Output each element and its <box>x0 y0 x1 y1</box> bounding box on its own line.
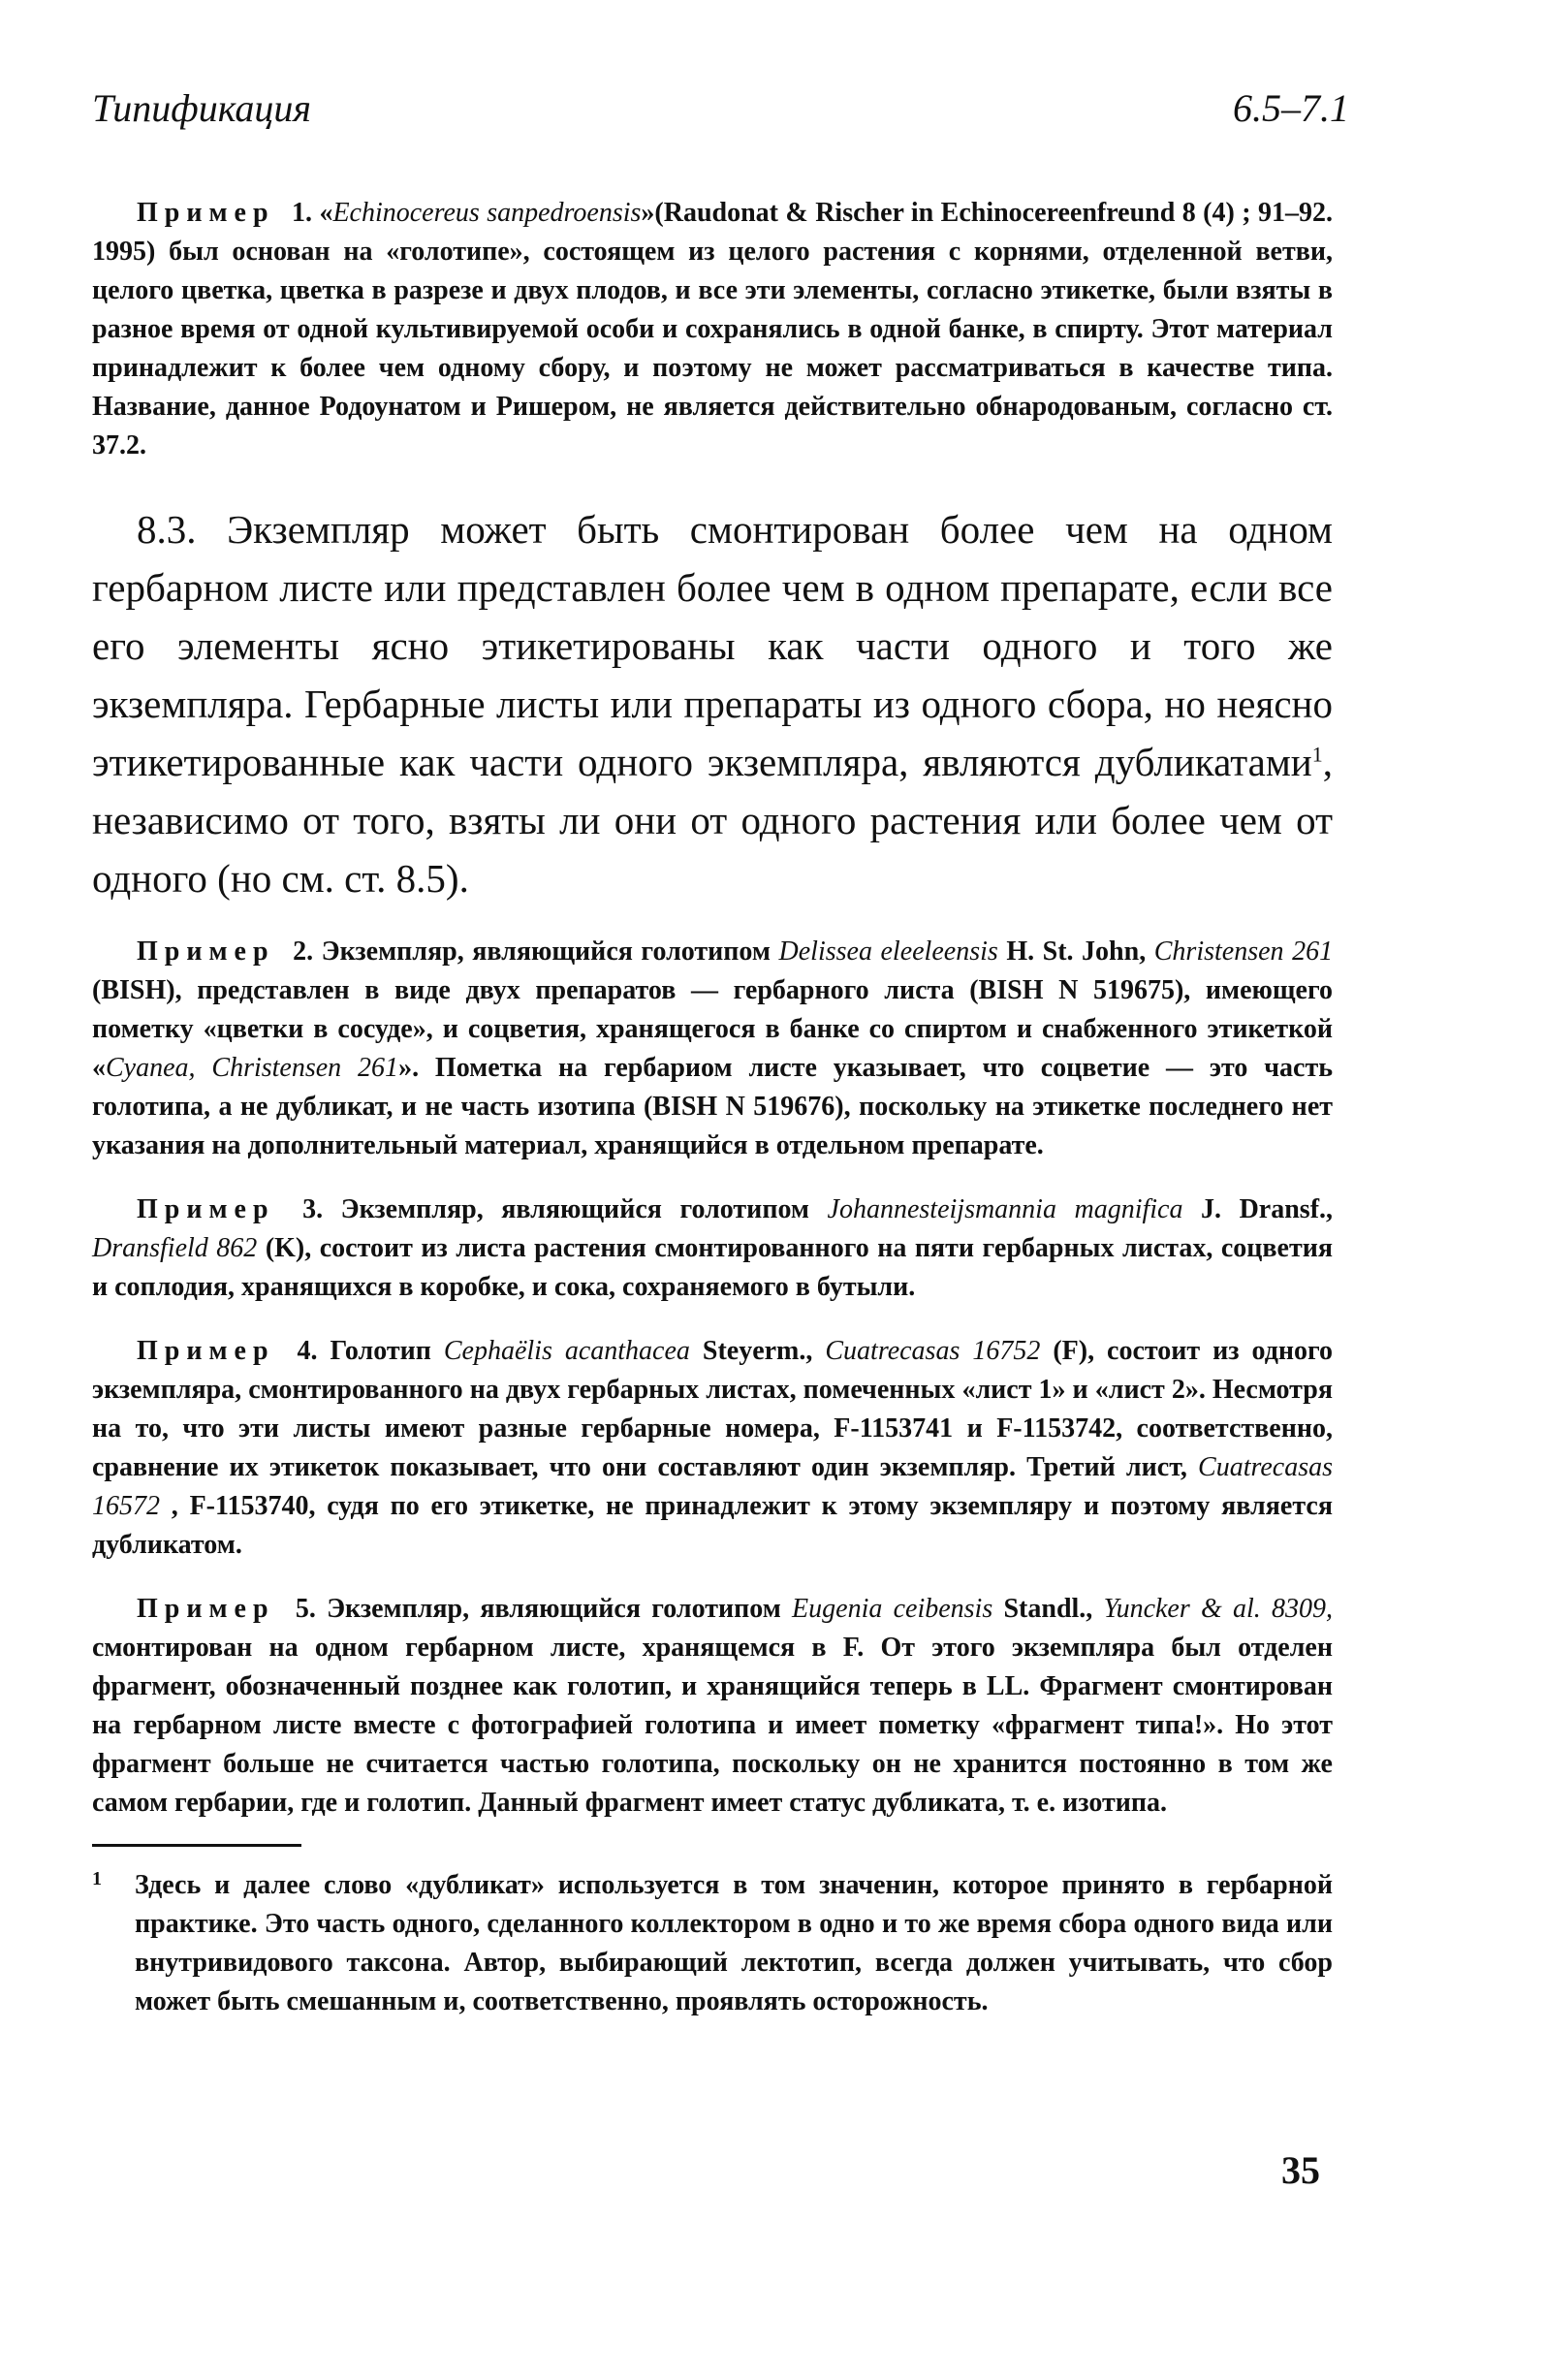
example-1 <box>92 194 1333 465</box>
page-number: 35 <box>1281 2148 1320 2192</box>
article-range: 6.5–7.1 <box>1233 86 1349 130</box>
example-label: Пример <box>137 1194 275 1224</box>
footnote <box>92 1866 1333 2021</box>
example-number: 5. <box>295 1594 316 1624</box>
example-text: Экземпляр, являющийся голотипом <box>340 1194 809 1224</box>
example-number: 4. <box>297 1336 318 1366</box>
section-title: Типификация <box>92 86 311 130</box>
collector-number: Cuatrecasas 16752 <box>825 1336 1041 1366</box>
example-4 <box>92 1332 1333 1565</box>
example-5 <box>92 1590 1333 1823</box>
example-label: Пример <box>137 1594 275 1624</box>
example-text: , F-1153740, судя по его этикетке, не принадлежит к этому экземпляру и поэтому является дубликатом. <box>92 1491 1334 1560</box>
taxon-name: Cephaëlis acanthacea <box>443 1336 690 1366</box>
example-text: Голотип <box>330 1336 431 1366</box>
example-label: Пример <box>137 1336 275 1366</box>
rule-text-continued: , независимо от того, взяты ли они от одного растения или более чем от одного (но см. ст. 8.5). <box>92 740 1333 901</box>
example-2 <box>92 933 1333 1165</box>
example-text: »(Raudonat & Rischer in Echinocereenfreund 8 (4) ; 91–92. 1995) был основан на «голотипе», состоящем из целого растения с корнями, отделенной ветви, целого цветка, цветка в разрезе и двух плодов, и все эти элементы, согласно этикетке, были взяты в разное время от одной культивируемой особи и сохранялись в одной банке, в спирту. Этот материал принадлежит к более чем одному сбору, и поэтому не может рассматриваться в качестве типа. Название, данное Родоунатом и Ришером, не является действительно обнародованым, согласно ст. 37.2. <box>92 198 1333 460</box>
collector-number-2: Cuatrecasas 16572 <box>92 1452 1333 1521</box>
example-text: ». Пометка на гербариом листе указывает, что соцветие — это часть голотипа, а не дубликат, и не часть изотипа (BISH N 519676), поскольку на этикетке последнего нет указания на дополнительный материал, хранящийся в отдельном препарате. <box>92 1053 1334 1160</box>
page-content <box>92 194 1333 2021</box>
collector-number: Dransfield 862 <box>92 1233 258 1263</box>
example-3 <box>92 1190 1333 1307</box>
collector-number: Yuncker & al. 8309, <box>1103 1594 1334 1624</box>
rule-8-3 <box>92 500 1333 907</box>
example-text: (F), состоит из одного экземпляра, смонтированного на двух гербарных листах, помеченных «лист 1» и «лист 2». Несмотря на то, что эти листы имеют разные гербарные номера, F-1153741 и F-1153742, соответственно, сравнение их этикеток показывает, что они составляют один экземпляр. Третий лист, <box>92 1336 1334 1482</box>
author-citation: Steyerm., <box>702 1336 813 1366</box>
example-text: Экземпляр, являющийся голотипом <box>321 936 771 967</box>
taxon-name: Delissea eleeleensis <box>778 936 998 967</box>
taxon-name: Johannesteijsmannia magnifica <box>827 1194 1183 1224</box>
rule-text: 8.3. Экземпляр может быть смонтирован более чем на одном гербарном листе или представлен более чем в одном препарате, если все его элементы ясно этикетированы как части одного и того же экземпляра. Гербарные листы или препараты из одного сбора, но неясно этикетированные как части одного экземпляра, являются дубликатами <box>92 507 1333 784</box>
author-citation: H. St. John, <box>1006 936 1147 967</box>
label-text: Cyanea, Christensen 261 <box>106 1053 399 1083</box>
example-text: смонтирован на одном гербарном листе, хранящемся в F. От этого экземпляра был отделен фрагмент, обозначенный позднее как голотип, и хранящийся теперь в LL. Фрагмент смонтирован на гербарном листе вместе с фотографией голотипа и имеет пометку «фрагмент типа!». Но этот фрагмент больше не считается частью голотипа, поскольку он не хранится постоянно в том же самом гербарии, где и голотип. Данный фрагмент имеет статус дубликата, т. е. изотипа. <box>92 1633 1333 1818</box>
example-text: (BISH), представлен в виде двух препаратов — гербарного листа (BISH N 519675), имеющего пометку «цветки в сосуде», и соцветия, хранящегося в банке со спиртом и снабженного этикеткой « <box>92 975 1333 1083</box>
author-citation: Standl., <box>1003 1594 1093 1624</box>
example-number: 1. <box>292 198 312 228</box>
running-head <box>92 85 1349 131</box>
taxon-name: Eugenia ceibensis <box>792 1594 993 1624</box>
taxon-name: Echinocereus sanpedroensis <box>332 198 642 228</box>
example-label: Пример <box>137 936 275 967</box>
footnote-divider <box>92 1844 301 1847</box>
author-citation: J. Dransf., <box>1201 1194 1334 1224</box>
example-text: Экземпляр, являющийся голотипом <box>327 1594 781 1624</box>
footnote-text: Здесь и далее слово «дубликат» используется в том значенин, которое принято в гербарной практике. Это часть одного, сделанного коллектором в одно и то же время сбора одного вида или внутривидового таксона. Автор, выбирающий лектотип, всегда должен учитывать, что сбор может быть смешанным и, соответственно, проявлять осторожность. <box>135 1870 1333 2016</box>
example-text: (K), состоит из листа растения смонтированного на пяти гербарных листах, соцветия и соплодия, хранящихся в коробке, и сока, сохраняемого в бутыли. <box>92 1233 1333 1302</box>
quote-open: « <box>319 198 333 228</box>
example-label: Пример <box>137 198 275 228</box>
footnote-reference[interactable]: 1 <box>1311 742 1323 767</box>
example-number: 3. <box>302 1194 324 1224</box>
collector-number: Christensen 261 <box>1153 936 1334 967</box>
footnote-marker: 1 <box>92 1868 102 1889</box>
example-number: 2. <box>293 936 314 967</box>
